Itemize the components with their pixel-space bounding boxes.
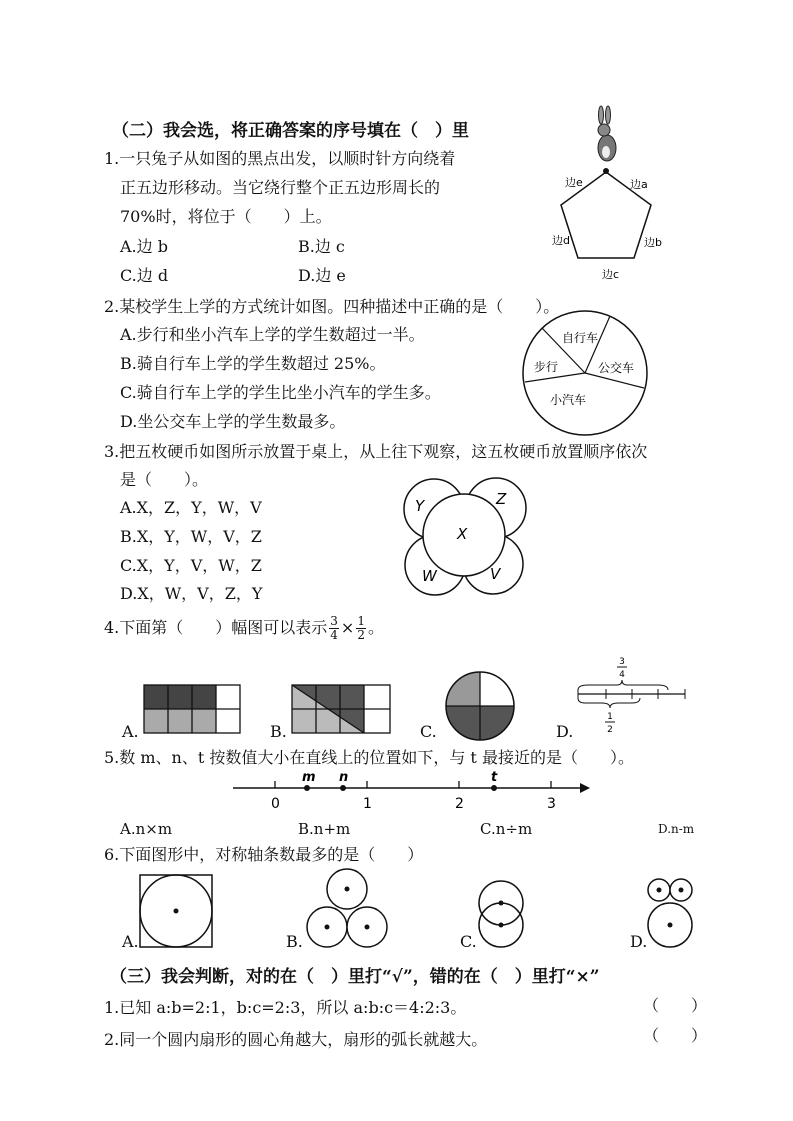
axis-tick-label: 2 [455,796,464,812]
q6-label-a: A. [122,932,139,951]
point-m [304,785,310,791]
q4-segment-d [570,652,690,738]
coins-figure [400,475,535,600]
q2-option-a: A.步行和坐小汽车上学的学生数超过一半。 [120,325,425,344]
q2-option-d: D.坐公交车上学的学生数最多。 [120,412,346,431]
section-title: （三）我会判断，对的在（ ）里打“√”，错的在（ ）里打“×” [110,967,600,987]
section-title: （二）我会选，将正确答案的序号填在（ ）里 [112,121,469,141]
q1-option-c: C.边 d [120,266,169,285]
pie-chart [520,308,650,438]
q3-option-b: B.X，Y，W，V，Z [120,527,262,546]
q5-line1: 5.数 m、n、t 按数值大小在直线上的位置如下，与 t 最接近的是（ ）。 [104,748,634,767]
q5-option-d: D.n-m [658,822,695,836]
q3-option-a: A.X，Z，Y，W，V [120,498,262,517]
fraction: $\frac{1}{2}$ [357,614,365,642]
pie-label: 自行车 [562,331,599,345]
pentagon-edge-label: 边c [602,268,620,281]
q4-grid-a [142,683,242,735]
fraction-numerator: 1 [607,712,613,722]
q6-figure-b [302,867,392,951]
point-t [491,785,497,791]
rabbit-icon [598,106,616,174]
q3-line2: 是（ ）。 [120,470,209,489]
q4-prefix: 4.下面第（ ）幅图可以表示 [104,618,328,637]
q5-option-a: A.n×m [120,820,173,838]
pie-label: 公交车 [598,361,635,375]
q4-label-b: B. [270,722,287,741]
q4-grid-b [290,683,392,735]
coin-label: Y [415,497,425,515]
pentagon-edge-label: 边b [644,236,662,249]
axis-tick-label: 3 [547,796,556,812]
q4-circle-c [440,670,520,742]
coin-label: V [490,565,501,583]
pentagon-edge-label: 边e [565,176,583,189]
pentagon-edge-label: 边d [552,234,570,247]
q4-suffix: 。 [367,618,384,637]
point-label: n [339,770,349,785]
q6-label-d: D. [630,932,648,951]
answer-paren[interactable]: （ ） [643,1026,708,1045]
point-label: t [491,770,498,785]
number-line [228,768,593,814]
point-label: m [302,770,316,785]
coin-label: X [457,525,468,543]
pie-label: 步行 [534,360,559,374]
q2-option-b: B.骑自行车上学的学生数超过 25%。 [120,354,386,373]
q3-line1: 3.把五枚硬币如图所示放置于桌上，从上往下观察，这五枚硬币放置顺序依次 [104,442,648,461]
fraction-numerator: 3 [619,657,625,667]
q6-figure-d [644,875,696,953]
q1-line3: 70%时，将位于（ ）上。 [120,207,332,226]
q6-figure-c [472,879,530,951]
pentagon-figure [540,100,670,290]
q4-label-c: C. [420,722,437,741]
q4-label-d: D. [556,722,574,741]
q1-option-d: D.边 e [298,266,346,285]
fraction: $\frac{3}{4}$ [330,614,338,642]
pentagon-edge-label: 边a [630,178,648,191]
answer-paren[interactable]: （ ） [643,996,708,1015]
q6-figure-a [138,873,214,949]
q2-line1: 2.某校学生上学的方式统计如图。四种描述中正确的是（ ）。 [104,297,560,316]
q4-line1 [104,614,384,642]
q5-option-c: C.n÷m [480,820,533,838]
q4-label-a: A. [122,722,139,741]
q6-label-c: C. [460,932,477,951]
judge-item-1: 1.已知 a:b=2:1，b:c=2:3，所以 a:b:c＝4:2:3。 [104,998,467,1017]
axis-tick-label: 1 [363,796,372,812]
fraction-denominator: 2 [607,725,613,735]
q3-option-d: D.X，W，V，Z，Y [120,584,263,603]
point-n [340,785,346,791]
q2-option-c: C.骑自行车上学的学生比坐小汽车的学生多。 [120,383,441,402]
q5-option-b: B.n+m [298,820,351,838]
coin-label: W [422,567,437,585]
q1-option-b: B.边 c [298,237,345,256]
axis-tick-label: 0 [271,796,280,812]
q6-label-b: B. [286,932,303,951]
pie-label: 小汽车 [550,393,587,407]
coin-label: Z [496,490,507,508]
fraction-denominator: 4 [619,670,625,680]
times-symbol: × [340,618,355,637]
q3-option-c: C.X，Y，V，W，Z [120,556,262,575]
judge-item-2: 2.同一个圆内扇形的圆心角越大，扇形的弧长就越大。 [104,1030,488,1049]
q1-line2: 正五边形移动。当它绕行整个正五边形周长的 [120,178,441,197]
q1-option-a: A.边 b [120,237,168,256]
q1-line1: 1.一只兔子从如图的黑点出发，以顺时针方向绕着 [104,149,456,168]
q6-line1: 6.下面图形中，对称轴条数最多的是（ ） [104,845,424,864]
